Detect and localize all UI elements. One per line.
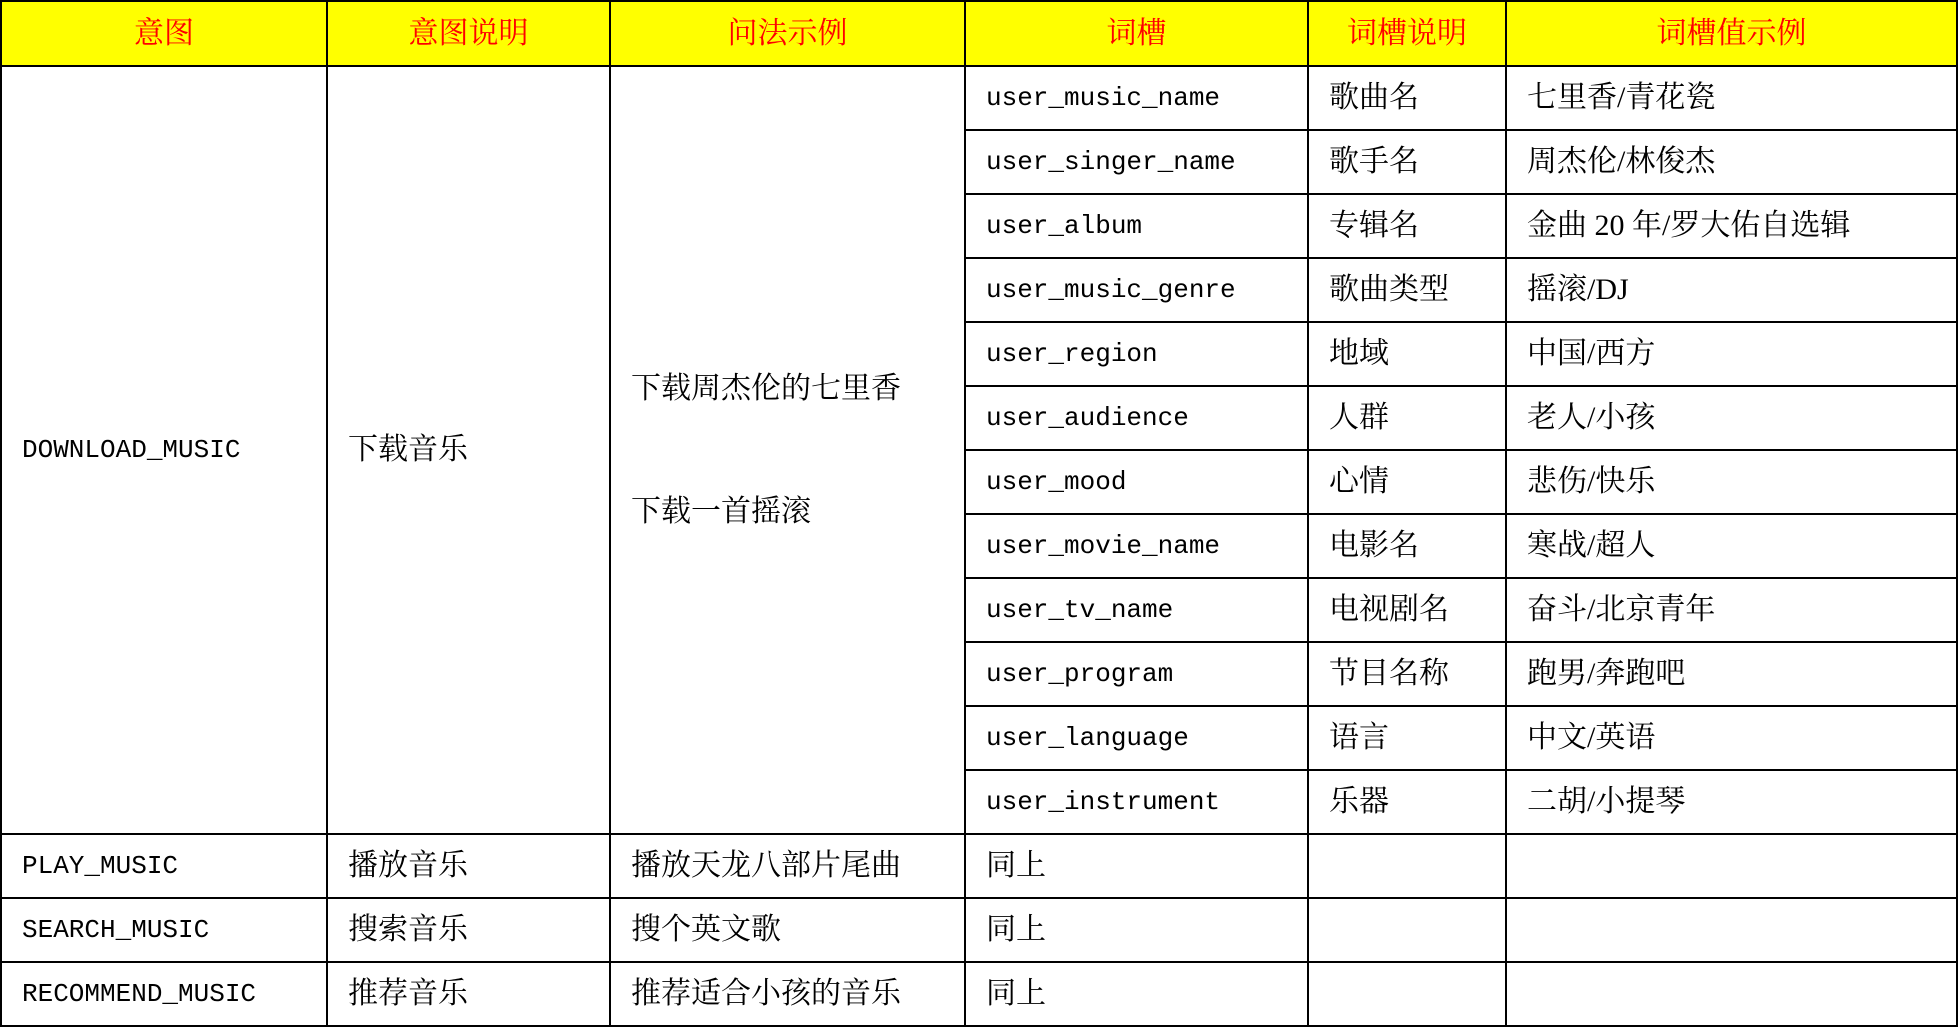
slot-example-cell: 奋斗/北京青年 xyxy=(1507,579,1956,641)
slot-desc-cell: 歌曲类型 xyxy=(1309,259,1505,321)
intent-desc-cell: 下载音乐 xyxy=(328,67,609,833)
slot-name-cell: user_tv_name xyxy=(966,579,1307,641)
slot-desc-cell: 心情 xyxy=(1309,451,1505,513)
example-cell: 推荐适合小孩的音乐 xyxy=(611,963,964,1025)
slot-example-cell: 中国/西方 xyxy=(1507,323,1956,385)
slot-example-cell: 二胡/小提琴 xyxy=(1507,771,1956,833)
slot-example-cell: 周杰伦/林俊杰 xyxy=(1507,131,1956,193)
intent-cell: DOWNLOAD_MUSIC xyxy=(2,67,326,833)
header-slot: 词槽 xyxy=(966,2,1307,65)
intent-cell: SEARCH_MUSIC xyxy=(2,899,326,961)
slot-name-cell: user_movie_name xyxy=(966,515,1307,577)
slot-example-cell: 跑男/奔跑吧 xyxy=(1507,643,1956,705)
slot-name-cell: user_program xyxy=(966,643,1307,705)
slot-name-cell: user_singer_name xyxy=(966,131,1307,193)
intent-cell: RECOMMEND_MUSIC xyxy=(2,963,326,1025)
intent-desc-cell: 推荐音乐 xyxy=(328,963,609,1025)
slot-name-cell: user_music_name xyxy=(966,67,1307,129)
slot-example-cell: 摇滚/DJ xyxy=(1507,259,1956,321)
example-cell: 播放天龙八部片尾曲 xyxy=(611,835,964,897)
slot-name-cell: 同上 xyxy=(966,835,1307,897)
intent-desc-cell: 搜索音乐 xyxy=(328,899,609,961)
slot-desc-cell: 语言 xyxy=(1309,707,1505,769)
slot-example-cell: 金曲 20 年/罗大佑自选辑 xyxy=(1507,195,1956,257)
slot-name-cell: user_instrument xyxy=(966,771,1307,833)
header-intent-desc: 意图说明 xyxy=(328,2,609,65)
empty-cell xyxy=(1507,963,1956,1025)
slot-desc-cell: 人群 xyxy=(1309,387,1505,449)
slot-desc-cell: 乐器 xyxy=(1309,771,1505,833)
example-cell: 搜个英文歌 xyxy=(611,899,964,961)
slot-desc-cell: 节目名称 xyxy=(1309,643,1505,705)
intent-desc-cell: 播放音乐 xyxy=(328,835,609,897)
slot-example-cell: 中文/英语 xyxy=(1507,707,1956,769)
header-intent: 意图 xyxy=(2,2,326,65)
empty-cell xyxy=(1309,835,1505,897)
slot-desc-cell: 电影名 xyxy=(1309,515,1505,577)
slot-example-cell: 寒战/超人 xyxy=(1507,515,1956,577)
slot-example-cell: 悲伤/快乐 xyxy=(1507,451,1956,513)
slot-name-cell: user_album xyxy=(966,195,1307,257)
header-example: 问法示例 xyxy=(611,2,964,65)
slot-name-cell: 同上 xyxy=(966,899,1307,961)
header-slot-desc: 词槽说明 xyxy=(1309,2,1505,65)
slot-desc-cell: 歌曲名 xyxy=(1309,67,1505,129)
slot-desc-cell: 歌手名 xyxy=(1309,131,1505,193)
slot-desc-cell: 电视剧名 xyxy=(1309,579,1505,641)
empty-cell xyxy=(1507,835,1956,897)
slot-name-cell: user_audience xyxy=(966,387,1307,449)
example-cell xyxy=(611,67,964,833)
slot-desc-cell: 地域 xyxy=(1309,323,1505,385)
empty-cell xyxy=(1309,899,1505,961)
empty-cell xyxy=(1309,963,1505,1025)
slot-name-cell: user_region xyxy=(966,323,1307,385)
slot-desc-cell: 专辑名 xyxy=(1309,195,1505,257)
slot-name-cell: user_music_genre xyxy=(966,259,1307,321)
slot-example-cell: 老人/小孩 xyxy=(1507,387,1956,449)
example-text: 下载一首摇滚 xyxy=(631,494,811,528)
intent-cell: PLAY_MUSIC xyxy=(2,835,326,897)
header-slot-example: 词槽值示例 xyxy=(1507,2,1956,65)
slot-name-cell: user_language xyxy=(966,707,1307,769)
example-text: 下载周杰伦的七里香 xyxy=(631,371,901,405)
empty-cell xyxy=(1507,899,1956,961)
slot-example-cell: 七里香/青花瓷 xyxy=(1507,67,1956,129)
slot-name-cell: user_mood xyxy=(966,451,1307,513)
slot-name-cell: 同上 xyxy=(966,963,1307,1025)
